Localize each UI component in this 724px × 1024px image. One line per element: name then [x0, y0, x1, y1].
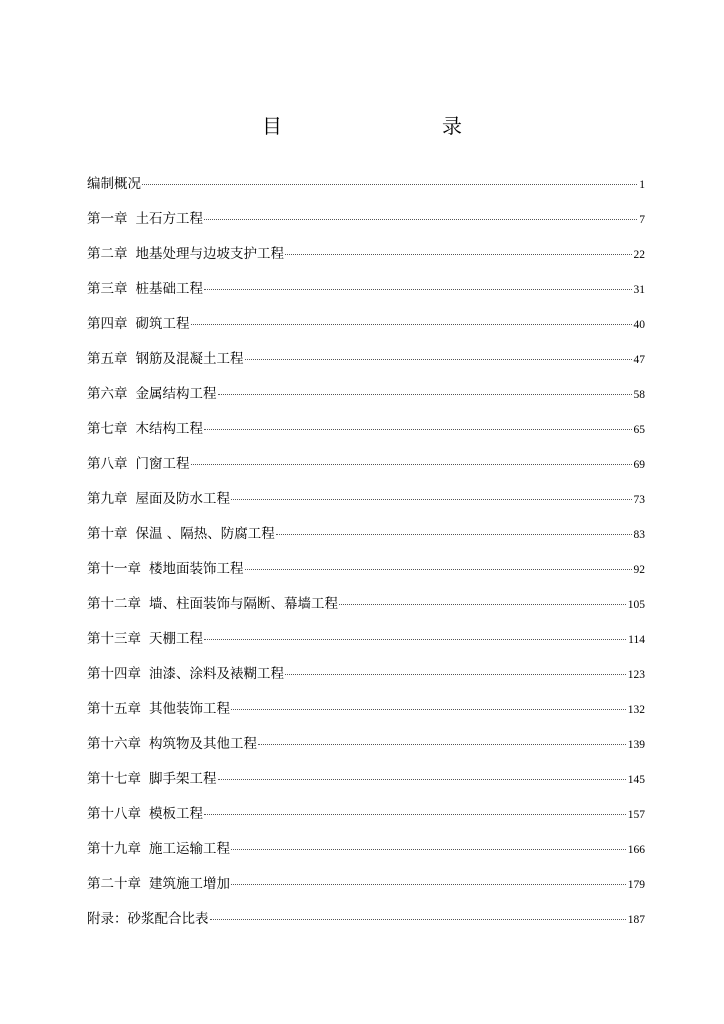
toc-page-number: 139: [627, 739, 645, 751]
toc-chapter-number: 第九章: [87, 491, 128, 507]
toc-dot-leader: [210, 919, 626, 920]
toc-dot-leader: [258, 744, 626, 745]
toc-page-number: 22: [633, 249, 645, 261]
toc-dot-leader: [204, 219, 637, 220]
toc-entry-heading: [87, 802, 203, 822]
toc-chapter-title: 建筑施工增加: [149, 876, 230, 892]
toc-chapter-title: 楼地面装饰工程: [149, 561, 244, 577]
toc-page-number: 83: [633, 529, 645, 541]
toc-chapter-number: 第一章: [87, 211, 128, 227]
toc-dot-leader: [245, 569, 632, 570]
toc-chapter-number: 第十章: [87, 526, 128, 542]
toc-chapter-title: 金属结构工程: [135, 386, 217, 402]
toc-entry[interactable]: [87, 837, 645, 872]
toc-chapter-number: 第五章: [87, 351, 128, 367]
toc-page-number: 105: [627, 599, 645, 611]
toc-dot-leader: [218, 394, 632, 395]
toc-entry-heading: [87, 767, 217, 787]
toc-entry-heading: [87, 662, 284, 682]
toc-page-number: 1: [639, 179, 645, 191]
toc-page-number: 7: [639, 214, 645, 226]
toc-entry[interactable]: [87, 172, 645, 207]
toc-entry[interactable]: [87, 312, 645, 347]
toc-entry-heading: [87, 242, 284, 262]
toc-dot-leader: [204, 639, 626, 640]
toc-chapter-number: 第八章: [87, 456, 128, 472]
toc-chapter-number: 第三章: [87, 281, 128, 297]
toc-chapter-title: 门窗工程: [135, 456, 190, 472]
toc-chapter-number: 第十三章: [87, 631, 141, 647]
toc-entry[interactable]: [87, 452, 645, 487]
toc-dot-leader: [231, 884, 626, 885]
toc-entry[interactable]: [87, 557, 645, 592]
toc-chapter-number: 第十二章: [87, 596, 141, 612]
toc-dot-leader: [285, 674, 626, 675]
toc-dot-leader: [245, 359, 632, 360]
toc-page-number: 69: [633, 459, 645, 471]
toc-page-number: 40: [633, 319, 645, 331]
toc-chapter-title: 天棚工程: [149, 631, 203, 647]
toc-chapter-number: 第十一章: [87, 561, 141, 577]
toc-chapter-number: 第十九章: [87, 841, 141, 857]
table-of-contents: [87, 172, 645, 942]
toc-entry-heading: [87, 872, 230, 892]
toc-entry-heading: [87, 382, 217, 402]
toc-entry[interactable]: [87, 417, 645, 452]
toc-page-number: 65: [633, 424, 645, 436]
toc-page-number: 114: [628, 634, 645, 646]
toc-entry[interactable]: [87, 487, 645, 522]
toc-entry-heading: [87, 697, 230, 717]
page-title: 目 录: [262, 114, 502, 138]
toc-dot-leader: [191, 324, 632, 325]
toc-page-number: 145: [627, 774, 645, 786]
toc-page-number: 123: [627, 669, 645, 681]
toc-page-number: 58: [633, 389, 645, 401]
toc-chapter-title: 其他装饰工程: [149, 701, 230, 717]
toc-dot-leader: [142, 184, 637, 185]
toc-entry-heading: [87, 417, 203, 437]
toc-entry-heading: [87, 907, 209, 927]
toc-chapter-number: 第六章: [87, 386, 128, 402]
toc-page-number: 92: [633, 564, 645, 576]
toc-chapter-title: 保温 、隔热、防腐工程: [135, 526, 275, 542]
toc-chapter-title: 编制概况: [87, 176, 141, 192]
toc-entry[interactable]: [87, 697, 645, 732]
toc-entry-heading: [87, 522, 275, 542]
toc-entry[interactable]: [87, 872, 645, 907]
toc-entry-heading: [87, 557, 244, 577]
toc-entry[interactable]: [87, 277, 645, 312]
toc-entry-heading: [87, 207, 203, 227]
toc-entry[interactable]: [87, 802, 645, 837]
toc-chapter-title: 土石方工程: [135, 211, 203, 227]
toc-entry-heading: [87, 592, 338, 612]
toc-page-number: 179: [627, 879, 645, 891]
toc-entry[interactable]: [87, 382, 645, 417]
toc-entry-heading: [87, 347, 244, 367]
toc-entry[interactable]: [87, 627, 645, 662]
toc-chapter-title: 附录：砂浆配合比表: [87, 911, 209, 927]
toc-entry[interactable]: [87, 592, 645, 627]
toc-dot-leader: [218, 779, 626, 780]
toc-chapter-number: 第十八章: [87, 806, 141, 822]
toc-dot-leader: [204, 289, 632, 290]
toc-entry[interactable]: [87, 242, 645, 277]
toc-chapter-number: 第十四章: [87, 666, 141, 682]
toc-chapter-title: 砌筑工程: [135, 316, 190, 332]
toc-chapter-title: 模板工程: [149, 806, 203, 822]
toc-page-number: 73: [633, 494, 645, 506]
toc-chapter-title: 木结构工程: [135, 421, 203, 437]
toc-entry-heading: [87, 627, 203, 647]
toc-entry[interactable]: [87, 732, 645, 767]
toc-chapter-title: 脚手架工程: [149, 771, 217, 787]
toc-chapter-number: 第十六章: [87, 736, 141, 752]
toc-entry-heading: [87, 452, 190, 472]
toc-dot-leader: [276, 534, 632, 535]
toc-chapter-number: 第七章: [87, 421, 128, 437]
toc-chapter-title: 油漆、涂料及裱糊工程: [149, 666, 284, 682]
toc-chapter-number: 第四章: [87, 316, 128, 332]
toc-entry-heading: [87, 732, 257, 752]
toc-chapter-title: 桩基础工程: [135, 281, 203, 297]
toc-chapter-title: 墙、柱面装饰与隔断、幕墙工程: [149, 596, 338, 612]
toc-dot-leader: [204, 814, 626, 815]
toc-chapter-title: 施工运输工程: [149, 841, 230, 857]
toc-dot-leader: [285, 254, 632, 255]
toc-entry-heading: [87, 277, 203, 297]
toc-dot-leader: [204, 429, 632, 430]
toc-entry-heading: [87, 487, 230, 507]
toc-chapter-number: 第二章: [87, 246, 128, 262]
toc-entry[interactable]: [87, 907, 645, 942]
toc-dot-leader: [231, 499, 632, 500]
toc-entry-heading: [87, 172, 141, 192]
toc-page-number: 187: [627, 914, 645, 926]
toc-dot-leader: [231, 709, 626, 710]
toc-chapter-title: 屋面及防水工程: [135, 491, 230, 507]
toc-page-number: 31: [633, 284, 645, 296]
toc-chapter-title: 钢筋及混凝土工程: [135, 351, 244, 367]
toc-page-number: 132: [627, 704, 645, 716]
toc-chapter-number: 第十七章: [87, 771, 141, 787]
toc-dot-leader: [191, 464, 632, 465]
toc-entry[interactable]: [87, 347, 645, 382]
toc-chapter-title: 构筑物及其他工程: [149, 736, 257, 752]
toc-entry[interactable]: [87, 207, 645, 242]
toc-entry-heading: [87, 312, 190, 332]
toc-dot-leader: [231, 849, 626, 850]
toc-entry[interactable]: [87, 662, 645, 697]
toc-chapter-title: 地基处理与边坡支护工程: [135, 246, 284, 262]
toc-chapter-number: 第二十章: [87, 876, 141, 892]
toc-page-number: 166: [627, 844, 645, 856]
toc-dot-leader: [339, 604, 626, 605]
toc-entry[interactable]: [87, 522, 645, 557]
toc-chapter-number: 第十五章: [87, 701, 141, 717]
toc-entry-heading: [87, 837, 230, 857]
toc-entry[interactable]: [87, 767, 645, 802]
toc-page-number: 157: [627, 809, 645, 821]
toc-page-number: 47: [633, 354, 645, 366]
